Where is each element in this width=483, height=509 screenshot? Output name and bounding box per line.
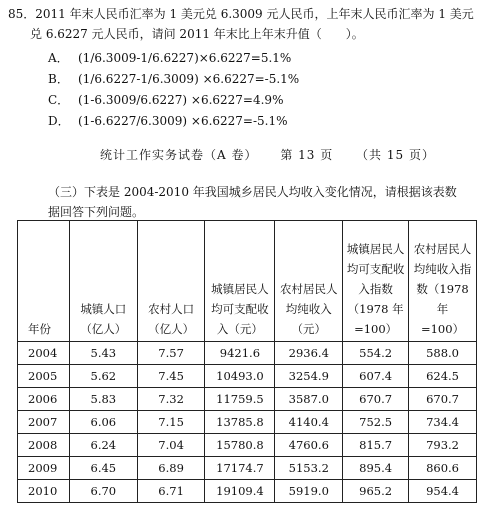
cell-rural-population: 6.71 — [137, 480, 205, 503]
question-line-1: 85．2011 年末人民币汇率为 1 美元兑 6.3009 元人民币，上年末人民币汇率为 1 美元 — [8, 7, 474, 21]
table-row — [18, 411, 477, 434]
cell-year: 2004 — [18, 342, 70, 365]
page-number: 第 13 页 — [280, 148, 334, 162]
cell-year: 2008 — [18, 434, 70, 457]
cell-urban-income: 15780.8 — [205, 434, 275, 457]
question-stem — [8, 4, 474, 44]
option-key: A． — [48, 51, 69, 65]
section-intro: （三）下表是 2004-2010 年我国城乡居民人均收入变化情况，请根据该表数据回答下列问题。 — [48, 185, 457, 219]
cell-urban-index: 670.7 — [343, 388, 409, 411]
cell-rural-index: 954.4 — [409, 480, 477, 503]
option-key: C． — [48, 93, 70, 107]
option-a[interactable] — [48, 50, 291, 66]
exam-title: 统计工作实务试卷（A 卷） — [100, 148, 258, 162]
header-year: 年份 — [18, 221, 70, 342]
cell-rural-index: 793.2 — [409, 434, 477, 457]
cell-urban-population: 5.83 — [69, 388, 137, 411]
cell-urban-population: 6.24 — [69, 434, 137, 457]
table-row — [18, 434, 477, 457]
option-text: (1-6.3009/6.6227) ×6.6227=4.9% — [78, 93, 284, 107]
option-text: (1/6.3009-1/6.6227)×6.6227=5.1% — [78, 51, 292, 65]
option-key: D． — [48, 114, 70, 128]
option-text: (1/6.6227-1/6.3009) ×6.6227=-5.1% — [78, 72, 300, 86]
cell-urban-income: 10493.0 — [205, 365, 275, 388]
cell-rural-index: 734.4 — [409, 411, 477, 434]
cell-year: 2005 — [18, 365, 70, 388]
cell-rural-index: 624.5 — [409, 365, 477, 388]
cell-rural-index: 588.0 — [409, 342, 477, 365]
cell-rural-income: 3254.9 — [275, 365, 343, 388]
cell-rural-income: 3587.0 — [275, 388, 343, 411]
cell-rural-population: 7.57 — [137, 342, 205, 365]
header-urban-income: 城镇居民人 均可支配收 入（元） — [205, 221, 275, 342]
table-row — [18, 388, 477, 411]
table-row — [18, 457, 477, 480]
question-line-2: 兑 6.6227 元人民币，请问 2011 年末比上年末升值（ ）。 — [30, 27, 364, 41]
cell-urban-index: 895.4 — [343, 457, 409, 480]
cell-urban-index: 607.4 — [343, 365, 409, 388]
income-table — [17, 220, 477, 503]
option-c[interactable] — [48, 92, 283, 108]
option-d[interactable] — [48, 113, 288, 129]
cell-year: 2006 — [18, 388, 70, 411]
cell-rural-population: 6.89 — [137, 457, 205, 480]
cell-urban-index: 965.2 — [343, 480, 409, 503]
header-rural-population: 农村人口 （亿人） — [137, 221, 205, 342]
table-row — [18, 365, 477, 388]
cell-urban-index: 554.2 — [343, 342, 409, 365]
page-footer — [100, 146, 453, 163]
cell-urban-income: 17174.7 — [205, 457, 275, 480]
cell-rural-population: 7.32 — [137, 388, 205, 411]
cell-rural-index: 670.7 — [409, 388, 477, 411]
header-rural-income: 农村居民人 均纯收入 （元） — [275, 221, 343, 342]
table-row — [18, 480, 477, 503]
cell-year: 2007 — [18, 411, 70, 434]
page-total: （共 15 页） — [356, 148, 435, 162]
cell-rural-income: 5153.2 — [275, 457, 343, 480]
cell-rural-population: 7.45 — [137, 365, 205, 388]
cell-rural-population: 7.04 — [137, 434, 205, 457]
cell-urban-income: 9421.6 — [205, 342, 275, 365]
header-urban-index: 城镇居民人 均可支配收 入指数 （1978 年 =100） — [343, 221, 409, 342]
cell-urban-population: 6.06 — [69, 411, 137, 434]
cell-rural-income: 4760.6 — [275, 434, 343, 457]
cell-urban-population: 5.62 — [69, 365, 137, 388]
cell-urban-income: 19109.4 — [205, 480, 275, 503]
cell-rural-index: 860.6 — [409, 457, 477, 480]
option-b[interactable] — [48, 71, 299, 87]
cell-rural-income: 5919.0 — [275, 480, 343, 503]
option-key: B． — [48, 72, 69, 86]
cell-urban-population: 6.45 — [69, 457, 137, 480]
cell-urban-income: 13785.8 — [205, 411, 275, 434]
cell-rural-income: 4140.4 — [275, 411, 343, 434]
cell-urban-population: 5.43 — [69, 342, 137, 365]
option-text: (1-6.6227/6.3009) ×6.6227=-5.1% — [78, 114, 288, 128]
cell-urban-index: 752.5 — [343, 411, 409, 434]
table-header-row — [18, 221, 477, 342]
cell-urban-population: 6.70 — [69, 480, 137, 503]
cell-year: 2010 — [18, 480, 70, 503]
table-row — [18, 342, 477, 365]
cell-urban-index: 815.7 — [343, 434, 409, 457]
cell-rural-income: 2936.4 — [275, 342, 343, 365]
header-rural-index: 农村居民人 均纯收入指 数（1978 年 =100） — [409, 221, 477, 342]
cell-year: 2009 — [18, 457, 70, 480]
header-urban-population: 城镇人口 （亿人） — [69, 221, 137, 342]
cell-rural-population: 7.15 — [137, 411, 205, 434]
cell-urban-income: 11759.5 — [205, 388, 275, 411]
